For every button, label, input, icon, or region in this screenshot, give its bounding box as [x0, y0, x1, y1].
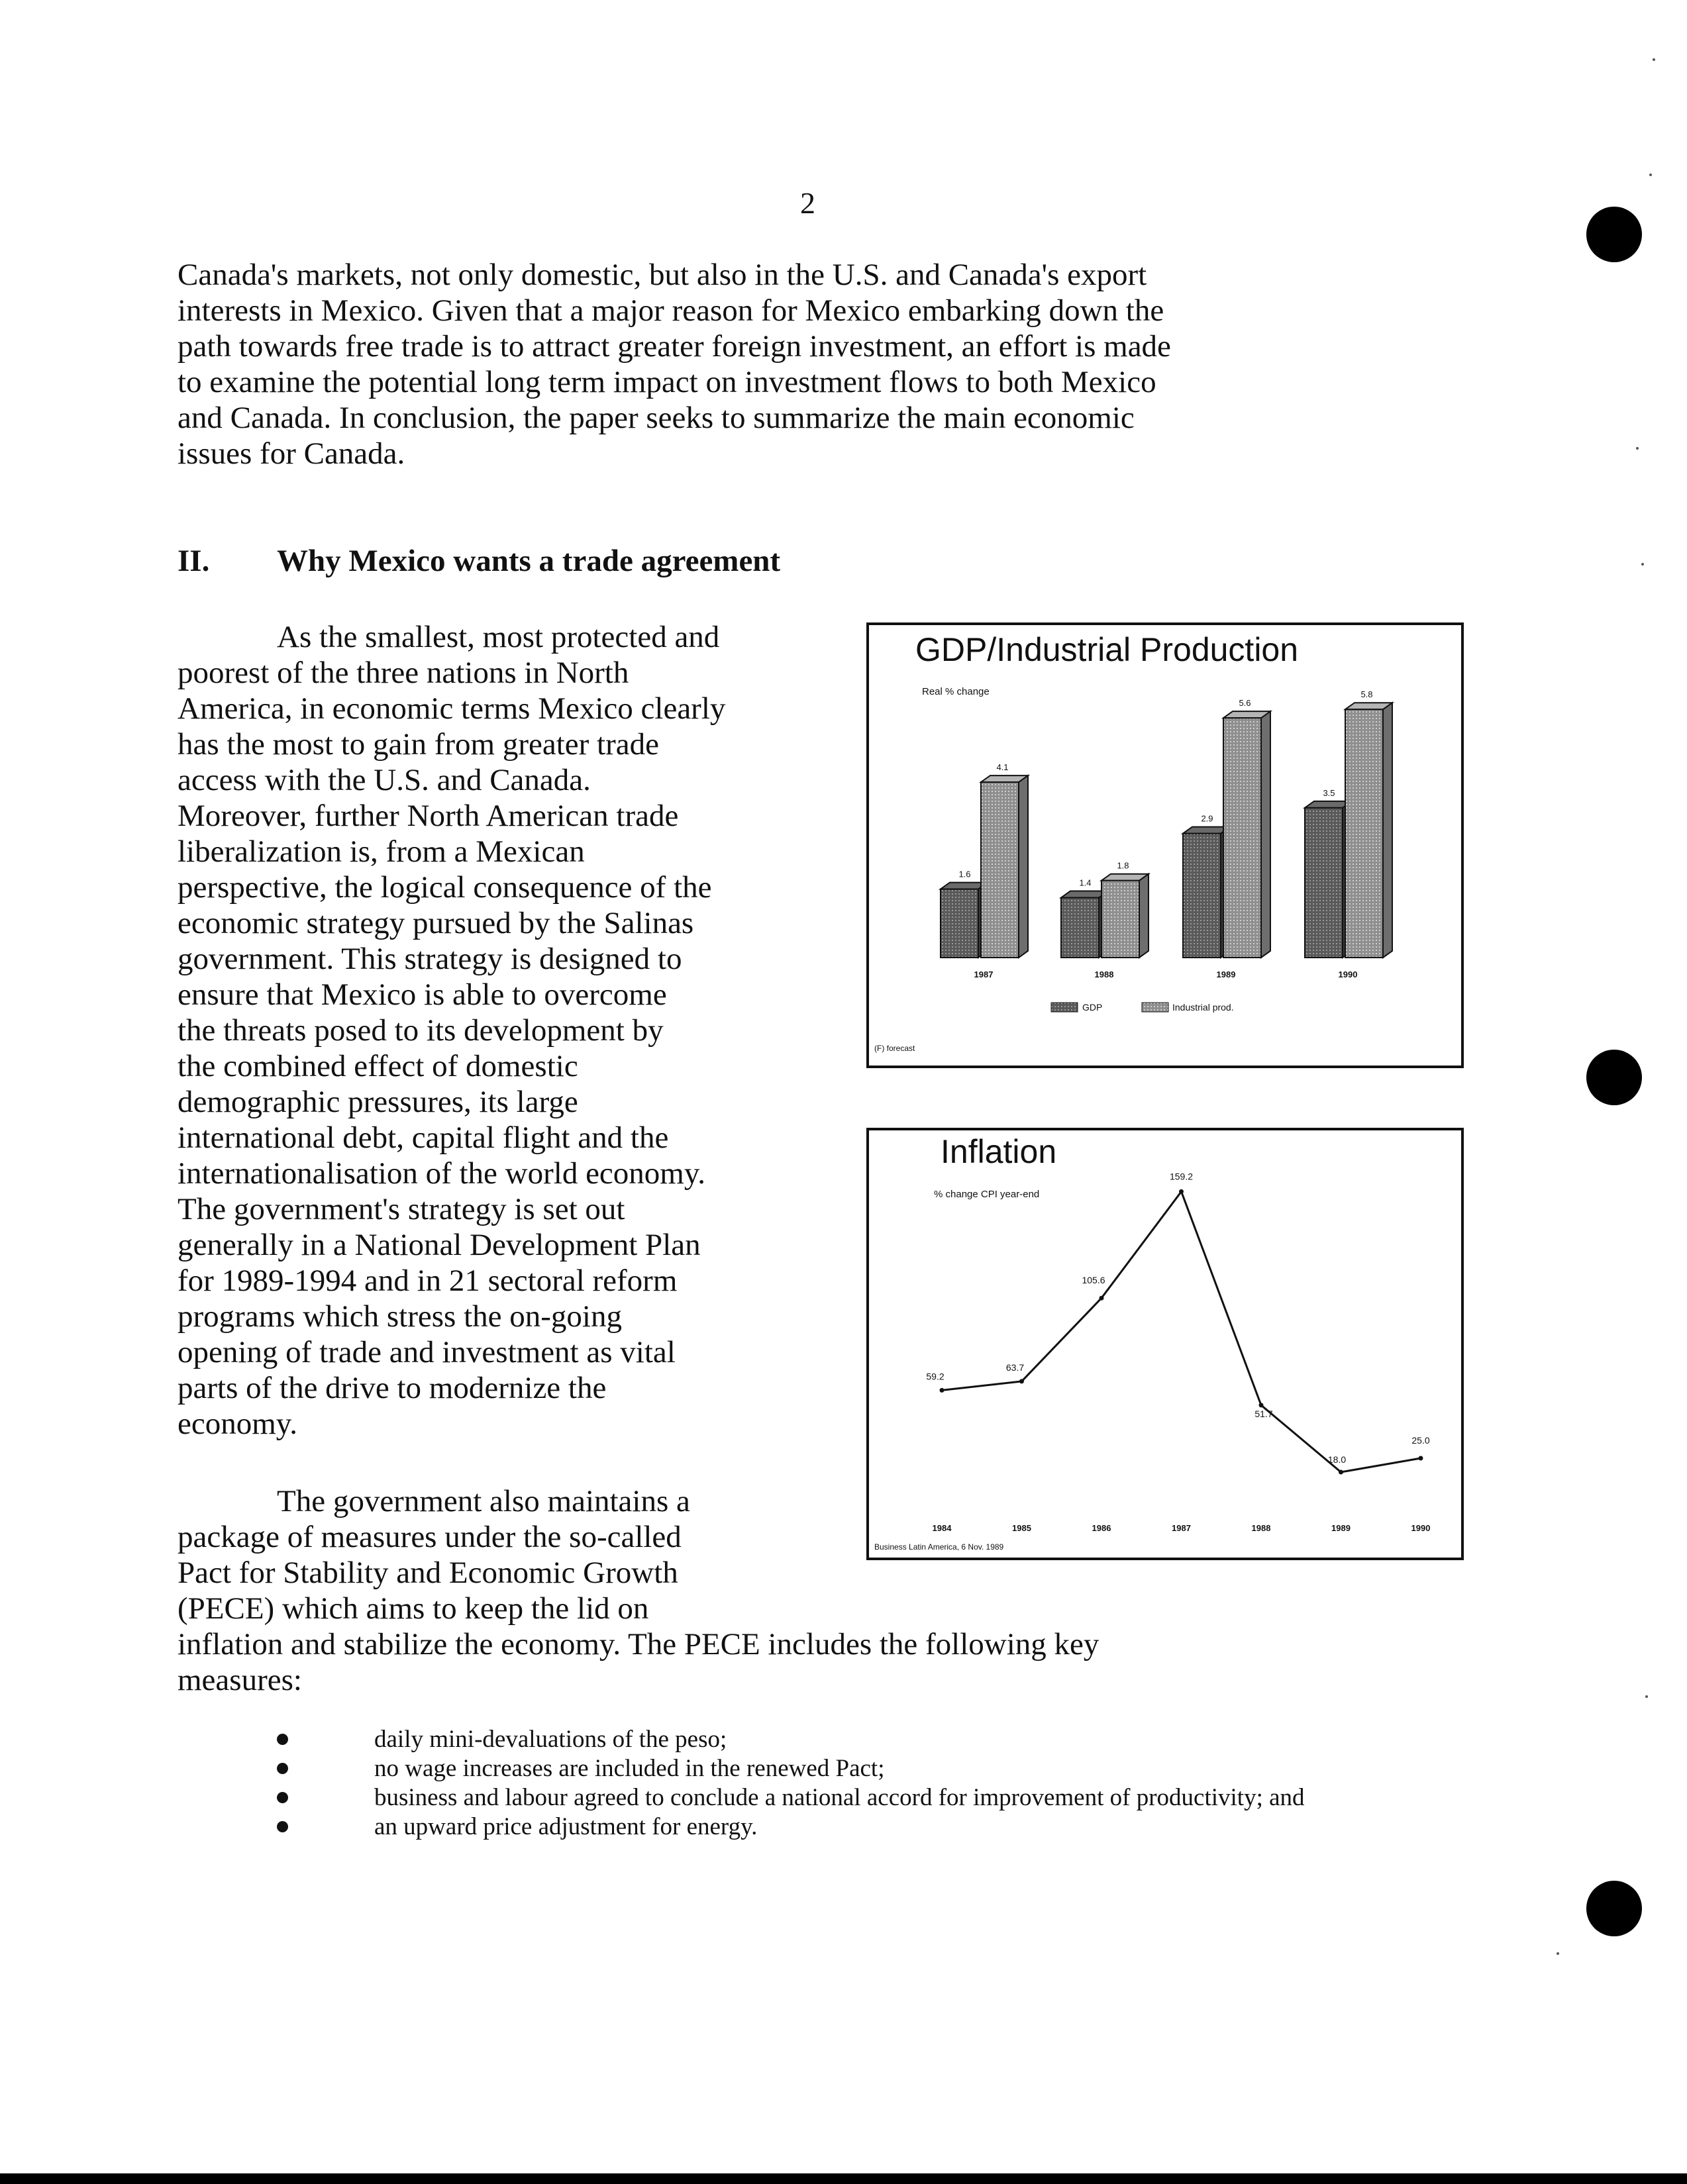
line-chart-source: Business Latin America, 6 Nov. 1989 — [874, 1542, 1004, 1552]
legend-swatch-gdp — [1051, 1003, 1078, 1012]
data-point — [1099, 1296, 1104, 1301]
tick-label: 1986 — [1092, 1523, 1111, 1533]
bar-chart-title: GDP/Industrial Production — [915, 631, 1299, 668]
bar-side — [1383, 703, 1392, 958]
list-item: business and labour agreed to conclude a national accord for improvement of productivity; and — [265, 1783, 1404, 1812]
binder-hole-bottom — [1586, 1881, 1642, 1936]
data-label: 4.1 — [996, 762, 1009, 773]
list-item: an upward price adjustment for energy. — [265, 1812, 1404, 1842]
bar-side — [1139, 874, 1149, 958]
scan-speck — [1557, 1952, 1559, 1955]
data-label: 18.0 — [1327, 1454, 1347, 1465]
data-label: 105.6 — [1082, 1275, 1105, 1286]
section-heading: Why Mexico wants a trade agreement — [277, 544, 781, 578]
inflation-chart — [866, 1128, 1464, 1560]
data-point — [1419, 1456, 1423, 1461]
list-item: no wage increases are included in the renewed Pact; — [265, 1754, 1404, 1783]
data-label: 1.8 — [1117, 860, 1129, 871]
scan-speck — [1641, 563, 1644, 566]
legend-swatch-industrial — [1142, 1003, 1168, 1012]
inflation-line — [942, 1191, 1421, 1472]
body-paragraph-2: The government also maintains a package of measures under the so-called Pact for Stability and Economic Growth (PECE) which aims to keep the lid on inflation and stabilize the economy. The PECE includes the following key measures: — [178, 1484, 1099, 1697]
bullet-icon — [277, 1821, 288, 1832]
page-number: 2 — [800, 186, 815, 220]
bar — [1101, 881, 1139, 958]
tick-label: 1990 — [1411, 1523, 1431, 1533]
bar — [941, 889, 978, 958]
bullet-icon — [277, 1792, 288, 1803]
bar — [1223, 718, 1261, 958]
data-label: 25.0 — [1411, 1435, 1430, 1446]
data-label: 51.7 — [1254, 1408, 1273, 1419]
data-label: 63.7 — [1005, 1362, 1025, 1373]
tick-label: 1989 — [1331, 1523, 1351, 1533]
data-point — [1339, 1470, 1343, 1475]
list-item: daily mini-devaluations of the peso; — [265, 1725, 1404, 1754]
bar-chart-source: (F) forecast — [874, 1044, 915, 1053]
bullet-icon — [277, 1763, 288, 1774]
body-paragraph-1: As the smallest, most protected and poorest of the three nations in North America, in economic terms Mexico clearly has the most to gain from greater trade access with the U.S. and Canada. Moreover, further North American trade liberalization is, from a Mexican perspective, the logical consequence of the economic strategy pursued by the Salinas government. This strategy is designed to ensure that Mexico is able to overcome the threats posed to its development by the combined effect of domestic demographic pressures, its large international debt, capital flight and the internationalisation of the world economy. The government's strategy is set out generally in a National Development Plan for 1989-1994 and in 21 sectoral reform programs which stress the on-going opening of trade and investment as vital parts of the drive to modernize the economy. — [178, 620, 726, 1441]
tick-label: 1988 — [1094, 969, 1114, 979]
bar — [1183, 834, 1221, 958]
legend-label: Industrial prod. — [1172, 1002, 1234, 1013]
section-number: II. — [178, 544, 210, 578]
gdp-industrial-chart — [866, 622, 1464, 1068]
scan-edge-bar — [0, 2173, 1687, 2184]
data-label: 5.8 — [1360, 689, 1373, 700]
tick-label: 1989 — [1216, 969, 1236, 979]
data-point — [1019, 1379, 1024, 1383]
bar — [1061, 898, 1099, 958]
bar — [1305, 808, 1343, 958]
data-label: 5.6 — [1239, 698, 1251, 709]
tick-label: 1987 — [974, 969, 994, 979]
bar-chart-plot — [869, 625, 1461, 1066]
tick-label: 1987 — [1172, 1523, 1191, 1533]
binder-hole-middle — [1586, 1050, 1642, 1105]
scan-speck — [1653, 58, 1655, 61]
data-label: 159.2 — [1169, 1171, 1194, 1182]
data-label: 1.6 — [958, 869, 971, 879]
tick-label: 1988 — [1251, 1523, 1271, 1533]
data-label: 2.9 — [1201, 813, 1213, 824]
binder-hole-top — [1586, 207, 1642, 262]
bar-top — [1345, 703, 1392, 709]
bar-top — [1223, 711, 1270, 718]
data-point — [940, 1388, 945, 1393]
line-chart-title: Inflation — [941, 1133, 1057, 1170]
tick-label: 1985 — [1012, 1523, 1031, 1533]
bar-chart-subtitle: Real % change — [922, 686, 990, 697]
bar-top — [1101, 874, 1149, 881]
data-label: 1.4 — [1079, 877, 1092, 888]
bar-side — [1019, 775, 1028, 958]
scan-speck — [1636, 447, 1639, 450]
bullet-icon — [277, 1734, 288, 1745]
bar-side — [1261, 711, 1270, 958]
data-label: 59.2 — [926, 1371, 945, 1382]
bar-top — [981, 775, 1028, 782]
legend-label: GDP — [1082, 1002, 1103, 1013]
scan-speck — [1645, 1695, 1648, 1698]
intro-paragraph: Canada's markets, not only domestic, but also in the U.S. and Canada's export interests in Mexico. Given that a major reason for Mexico embarking down the path towards free trade is to attract greater foreign investment, an effort is made to examine the potential long term impact on investment flows to both Mexico and Canada. In conclusion, the paper seeks to summarize the main economic issues for Canada. — [178, 258, 1171, 471]
bar — [981, 782, 1019, 958]
tick-label: 1990 — [1338, 969, 1358, 979]
line-chart-plot — [869, 1130, 1461, 1558]
data-point — [1179, 1189, 1184, 1194]
data-point — [1259, 1403, 1264, 1407]
line-chart-subtitle: % change CPI year-end — [934, 1189, 1040, 1200]
bar — [1345, 709, 1383, 958]
tick-label: 1984 — [932, 1523, 952, 1533]
scan-speck — [1649, 174, 1652, 176]
measures-list — [265, 1725, 1404, 1842]
data-label: 3.5 — [1323, 787, 1335, 798]
